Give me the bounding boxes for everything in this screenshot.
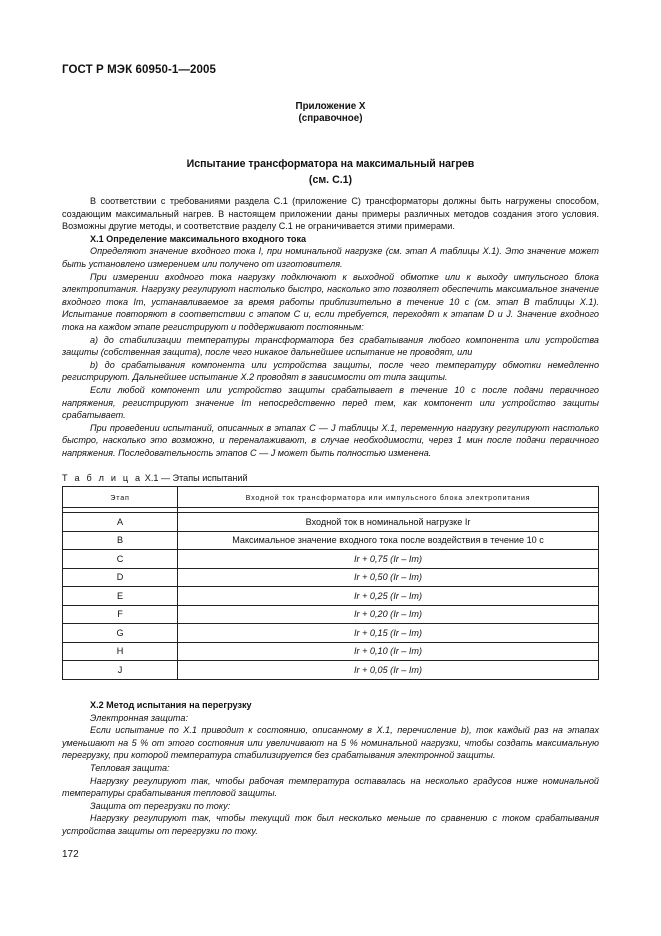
stage-cell: B xyxy=(63,531,178,550)
paragraph: Определяют значение входного тока I, при номинальной нагрузке (см. этап А таблицы X.1). Это значение может быть установлено измерением или получено от изготовителя. xyxy=(62,246,599,269)
intro-paragraph: В соответствии с требованиями раздела С.1 (приложение С) трансформаторы должны быть нагружены способом, создающим максимальный нагрев. В настоящем приложении даны примеры различных методов создания этого условия. Возможны другие методы, и соответствие разделу С.1 не ограничивается этими примерами. xyxy=(62,196,599,232)
paragraph: Если любой компонент или устройство защиты срабатывает в течение 10 с после подачи первичного напряжения, регистрируют значение Im непосредственно перед тем, как компонент или устройство защиты срабатывает. xyxy=(62,384,599,421)
page-number: 172 xyxy=(62,849,79,860)
current-cell: Входной ток в номинальной нагрузке Ir xyxy=(178,513,599,532)
table-row xyxy=(63,587,599,606)
subheading: Тепловая защита: xyxy=(90,762,170,773)
appendix-kind: (справочное) xyxy=(298,113,363,124)
table-caption-prefix: Т а б л и ц а xyxy=(62,473,143,483)
stage-cell: J xyxy=(63,661,178,680)
section-heading: X.1 Определение максимального входного тока xyxy=(90,233,307,244)
list-item: а) до стабилизации температуры трансформатора без срабатывания любого компонента или устройства защиты (собственная защита), после чего никакое дальнейшее испытание не проводят, или xyxy=(62,334,599,358)
table-row xyxy=(63,661,599,680)
current-cell: Ir + 0,50 (Ir – Im) xyxy=(178,568,599,587)
body-text-top xyxy=(62,195,599,459)
table-row xyxy=(63,624,599,643)
list-item: b) до срабатывания компонента или устройства защиты, после чего температуру обмотки немедленно регистрируют. Дальнейшее испытание X.2 проводят в зависимости от типа защиты. xyxy=(62,359,599,383)
stage-cell: H xyxy=(63,642,178,661)
subheading: Защита от перегрузки по току: xyxy=(90,800,231,811)
body-text-bottom xyxy=(62,699,599,838)
stage-cell: F xyxy=(63,605,178,624)
stage-cell: C xyxy=(63,550,178,569)
current-cell: Ir + 0,20 (Ir – Im) xyxy=(178,605,599,624)
section-title: Испытание трансформатора на максимальный нагрев xyxy=(186,158,475,170)
current-cell: Ir + 0,10 (Ir – Im) xyxy=(178,642,599,661)
document-code: ГОСТ Р МЭК 60950-1—2005 xyxy=(62,64,216,76)
current-cell: Максимальное значение входного тока после воздействия в течение 10 с xyxy=(178,531,599,550)
table-caption-text: X.1 — Этапы испытаний xyxy=(144,473,248,483)
stage-cell: D xyxy=(63,568,178,587)
stage-cell: E xyxy=(63,587,178,606)
table-row xyxy=(63,642,599,661)
paragraph: При проведении испытаний, описанных в этапах С — J таблицы X.1, переменную нагрузку регулируют настолько быстро, насколько это возможно, и переналаживают, в случае необходимости, через 1 мин после подачи первичного напряжения. Последовательность этапов С — J может быть полностью изменена. xyxy=(62,422,599,458)
paragraph: При измерении входного тока нагрузку подключают к выходной обмотке или к выходу импульсного блока электропитания. Нагрузку регулируют настолько быстро, насколько это позволяет обеспечить максимальное значение входного тока Im, устанавливаемое за время работы приблизительно в течение 10 с (см. этап В таблицы X.1). Испытание повторяют в соответствии с этапом С и, если требуется, переходят к этапам D и J. Значение входного тока на каждом этапе регистрируют и поддерживают постоянным: xyxy=(62,271,599,332)
column-header: Входной ток трансформатора или импульсного блока электропитания xyxy=(178,487,599,508)
section-title-ref: (см. С.1) xyxy=(308,174,353,186)
table-row xyxy=(63,513,599,532)
column-header: Этап xyxy=(63,487,178,508)
table-caption xyxy=(62,473,248,483)
subheading: Электронная защита: xyxy=(90,712,188,723)
stage-cell: G xyxy=(63,624,178,643)
table-row xyxy=(63,550,599,569)
table-row xyxy=(63,531,599,550)
table-row xyxy=(63,605,599,624)
appendix-label: Приложение X xyxy=(295,101,366,112)
paragraph: Нагрузку регулируют так, чтобы текущий ток был несколько меньше по сравнению с током срабатывания устройства защиты от перегрузки по току. xyxy=(62,813,599,836)
current-cell: Ir + 0,05 (Ir – Im) xyxy=(178,661,599,680)
table-row xyxy=(63,568,599,587)
current-cell: Ir + 0,75 (Ir – Im) xyxy=(178,550,599,569)
stages-table xyxy=(62,486,599,680)
current-cell: Ir + 0,15 (Ir – Im) xyxy=(178,624,599,643)
stage-cell: A xyxy=(63,513,178,532)
section-heading: X.2 Метод испытания на перегрузку xyxy=(90,700,252,710)
table-header-row xyxy=(63,487,599,508)
paragraph: Если испытание по X.1 приводит к состоянию, описанному в X.1, перечисление b), ток каждый раз на этапах уменьшают на 5 % от этого состояния или увеличивают на 5 % номинальной нагрузки, чтобы создать максимальную перегрузку, при которой температура стабилизируется без срабатывания электронной защиты. xyxy=(62,725,599,761)
paragraph: Нагрузку регулируют так, чтобы рабочая температура оставалась на несколько градусов ниже номинальной температуры срабатывания тепловой защиты. xyxy=(62,775,599,799)
current-cell: Ir + 0,25 (Ir – Im) xyxy=(178,587,599,606)
